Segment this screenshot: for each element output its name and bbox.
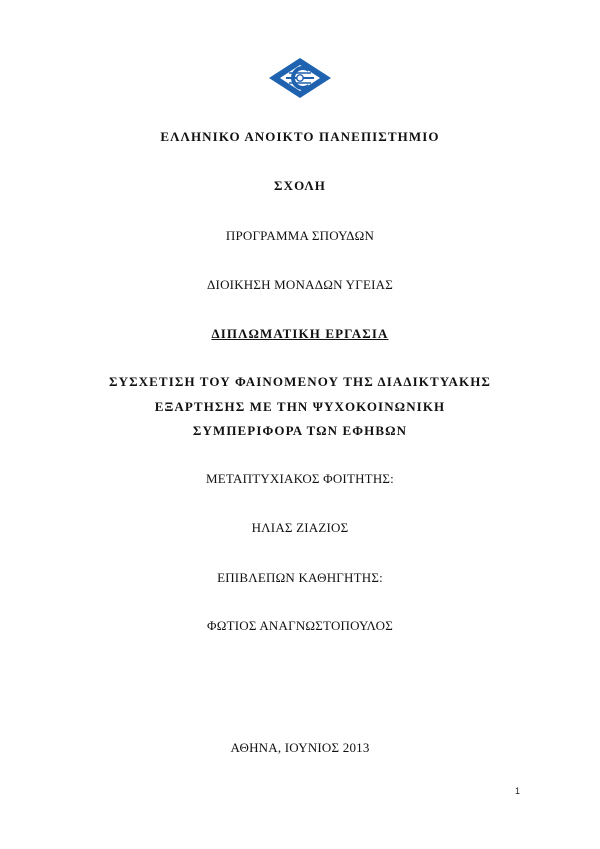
page-number: 1 [514, 786, 520, 796]
thesis-title-line-1: ΣΥΣΧΕΤΙΣΗ ΤΟΥ ΦΑΙΝΟΜΕΝΟΥ ΤΗΣ ΔΙΑΔΙΚΤΥΑΚΗΣ [108, 374, 492, 389]
supervisor-name: ΦΩΤΙΟΣ ΑΝΑΓΝΩΣΤΟΠΟΥΛΟΣ [207, 618, 393, 633]
thesis-title-line-2: ΕΞΑΡΤΗΣΗΣ ΜΕ ΤΗΝ ΨΥΧΟΚΟΙΝΩΝΙΚΗ [154, 399, 446, 414]
student-name: ΗΛΙΑΣ ΖΙΑΖΙΟΣ [251, 520, 349, 535]
university-logo-icon [269, 58, 331, 98]
supervisor-label: ΕΠΙΒΛΕΠΩΝ ΚΑΘΗΓΗΤΗΣ: [217, 570, 383, 585]
student-label: ΜΕΤΑΠΤΥΧΙΑΚΟΣ ΦΟΙΤΗΤΗΣ: [206, 471, 394, 486]
school-name: ΣΧΟΛΗ [274, 178, 326, 193]
place-date: ΑΘΗΝΑ, ΙΟΥΝΙΟΣ 2013 [230, 740, 370, 755]
thesis-title-line-3: ΣΥΜΠΕΡΙΦΟΡΑ ΤΩΝ ΕΦΗΒΩΝ [192, 423, 408, 438]
university-name: ΕΛΛΗΝΙΚΟ ΑΝΟΙΚΤΟ ΠΑΝΕΠΙΣΤΗΜΙΟ [160, 129, 440, 144]
program-name: ΠΡΟΓΡΑΜΜΑ ΣΠΟΥΔΩΝ [225, 228, 375, 243]
document-type: ΔΙΠΛΩΜΑΤΙΚΗ ΕΡΓΑΣΙΑ [211, 326, 389, 341]
department-name: ΔΙΟΙΚΗΣΗ ΜΟΝΑΔΩΝ ΥΓΕΙΑΣ [206, 277, 394, 292]
